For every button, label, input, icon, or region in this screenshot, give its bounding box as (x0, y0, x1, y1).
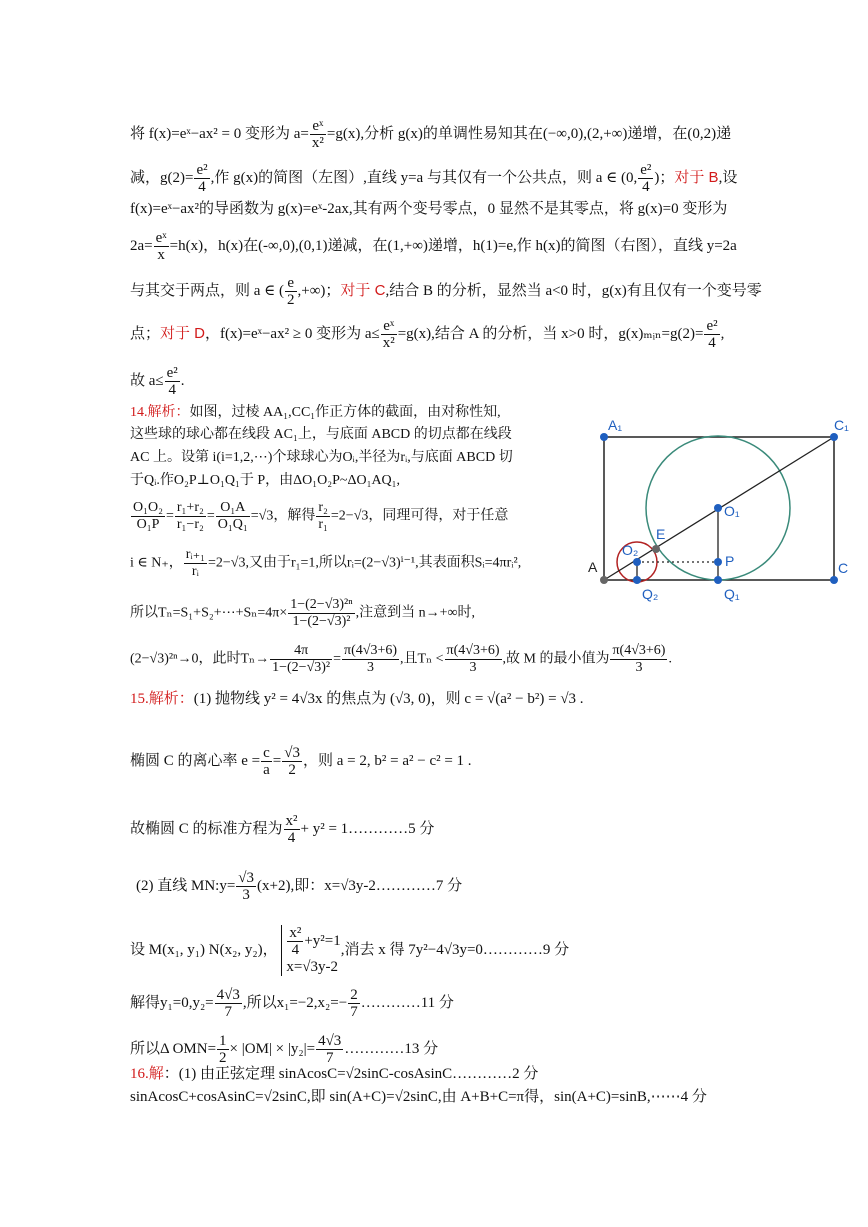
point-q2 (633, 576, 641, 584)
sec15-line-5 (130, 925, 569, 976)
sec15-line-4 (136, 870, 462, 903)
fraction (175, 500, 206, 533)
den: 4 (287, 830, 296, 846)
point-q1 (714, 576, 722, 584)
section-heading-14: 14.解析： (130, 405, 190, 420)
point-c (830, 576, 838, 584)
num: e² (166, 365, 178, 381)
sec13-line-6 (130, 318, 724, 351)
fraction (610, 643, 667, 676)
fraction (348, 987, 360, 1020)
text: 所以Tₙ=S₁+S₂+⋯+Sₙ=4π× (130, 605, 288, 621)
num: r₂ (318, 500, 328, 515)
text: . (180, 372, 185, 389)
num: π(4√3+6) (344, 643, 398, 658)
text: 减，g(2)= (130, 169, 194, 186)
fraction (381, 318, 397, 351)
text: ,所以x₁=−2,x₂=− (242, 994, 348, 1011)
text: 所以Δ OMN= (130, 1040, 217, 1057)
highlight-b: 对于 B (674, 168, 719, 186)
label-a: A (588, 559, 598, 575)
label-q1: Q₁ (724, 586, 740, 602)
text: (x+2),即：x=√3y-2…………7 分 (257, 877, 463, 894)
text: 解得y₁=0,y₂= (130, 994, 214, 1011)
sec15-line-3 (130, 813, 434, 846)
text: ，f(x)=eˣ−ax² ≥ 0 变形为 a≤ (205, 325, 380, 342)
text: i ∈ N₊， (130, 555, 183, 571)
point-o2 (633, 558, 641, 566)
fraction (217, 1033, 229, 1066)
sec13-line-1 (130, 118, 731, 151)
sec13-line-7 (130, 365, 185, 398)
den: rᵢ (191, 564, 199, 579)
num: eˣ (155, 230, 167, 246)
num: r₁+r₂ (176, 500, 204, 515)
den: r₁ (318, 517, 328, 532)
sec14-line-2: 这些球的球心都在线段 AC₁上，与底面 ABCD 的切点都在线段 (130, 427, 512, 442)
point-a1 (600, 433, 608, 441)
den: 7 (224, 1004, 232, 1020)
fraction (215, 987, 242, 1020)
num: √3 (284, 745, 300, 761)
text: (2−√3)²ⁿ→0，此时Tₙ→ (130, 651, 270, 667)
fraction (704, 318, 719, 351)
num: π(4√3+6) (446, 643, 500, 658)
text: =2−√3，同理可得，对于任意 (330, 508, 509, 524)
sec14-line-5: $\frac{\text{O₁O₂}}{\text{O₁P}}$ = $\frac{\text{r₁+r₂}}{\text{r₁−r₂}}$ = $\frac{\text{O₁A}}{\text{O₁Q₁}}$ =√3，解得 $\frac{\text{r₂}}{\text{r₁}}$ =2−√3，同理可得，对于任意 (133, 500, 509, 532)
num: rᵢ₊₁ (185, 547, 205, 562)
text: , (720, 325, 725, 342)
label-c: C (838, 560, 849, 576)
sec14-line-6 (130, 547, 521, 580)
num: π(4√3+6) (612, 643, 666, 658)
den: 3 (469, 660, 477, 675)
text: ,故 M 的最小值为 (502, 651, 610, 667)
den: x² (382, 335, 395, 351)
sec13-line-2 (130, 162, 737, 195)
sec14-line-4: 于Qᵢ.作O₂P⊥O₁Q₁于 P，由ΔO₁O₂P~ΔO₁AQ₁, (130, 473, 401, 488)
fraction (316, 1033, 343, 1066)
den: x (157, 247, 165, 263)
den: 4 (168, 382, 176, 398)
fraction (284, 813, 300, 846)
den: 4 (708, 335, 716, 351)
section-heading-15: 15.解析： (130, 691, 194, 707)
text: =2−√3,又由于r₁=1,所以rᵢ=(2−√3)ⁱ⁻¹,其表面积Sᵢ=4πrᵢ², (208, 555, 522, 571)
text: 故椭圆 C 的标准方程为 (130, 820, 283, 837)
den: 3 (367, 660, 375, 675)
num: e² (640, 162, 652, 178)
text: 如图，过棱 AA₁,CC₁作正方体的截面，由对称性知, (189, 405, 501, 420)
label-c1: C₁ (834, 417, 849, 433)
label-o1: O₁ (724, 503, 740, 519)
den: 4 (198, 179, 206, 195)
text: =g(x),结合 A 的分析，当 x>0 时，g(x)ₘᵢₙ=g(2)= (397, 325, 704, 342)
label-q2: Q₂ (642, 586, 659, 602)
fraction (638, 162, 653, 195)
den: r₁−r₂ (176, 517, 204, 532)
den: 2 (287, 292, 295, 308)
den: 7 (325, 1050, 334, 1066)
fraction (282, 745, 302, 778)
text: ,结合 B 的分析，显然当 a<0 时，g(x)有且仅有一个变号零 (385, 282, 762, 299)
highlight-d: 对于 D (160, 324, 206, 342)
text: =h(x)，h(x)在(-∞,0),(0,1)递减，在(1,+∞)递增，h(1)=e,作 h(x)的简图（右图），直线 y=2a (169, 237, 737, 254)
equation-2: x=√3y-2 (286, 959, 339, 975)
text: ,注意到当 n→+∞时, (355, 605, 476, 621)
fraction (316, 500, 330, 533)
text: ,设 (718, 169, 738, 186)
label-p: P (725, 553, 735, 569)
num: eˣ (310, 118, 326, 135)
den: 2 (219, 1050, 227, 1066)
sec15-line-6 (130, 987, 454, 1020)
num: x² (285, 813, 298, 829)
text: (1) 抛物线 y² = 4√3x 的焦点为 (√3, 0)，则 c = √(a² − b²) = √3 . (193, 691, 584, 707)
den: x² (311, 135, 324, 151)
text: ,作 g(x)的简图（左图）,直线 y=a 与其仅有一个公共点，则 a ∈ (0, (210, 169, 638, 186)
sec13-line-3: f(x)=eˣ−ax²的导函数为 g(x)=eˣ-2ax,其有两个变号零点，0 显然不是其零点，将 g(x)=0 变形为 (130, 201, 728, 217)
sec13-line-4 (130, 230, 737, 263)
text: ,+∞)； (297, 282, 341, 299)
label-o2: O₂ (622, 542, 639, 558)
label-a1: A₁ (608, 417, 623, 433)
equation-1 (286, 925, 340, 958)
den: 1−(2−√3)² (272, 660, 331, 675)
fraction (184, 547, 207, 580)
text: + y² = 1…………5 分 (300, 820, 435, 837)
text: …………11 分 (360, 994, 454, 1011)
text: ,消去 x 得 7y²−4√3y=0…………9 分 (340, 941, 570, 958)
text: ，则 a = 2, b² = a² − c² = 1 . (303, 752, 472, 769)
fraction (285, 275, 297, 308)
num: e (285, 275, 297, 292)
point-a (600, 576, 608, 584)
fraction (154, 230, 169, 263)
num: e² (196, 162, 208, 178)
num: √3 (238, 870, 255, 886)
sec14-line-3: AC 上。设第 i(i=1,2,⋯)个球球心为Oᵢ,半径为rᵢ,与底面 ABCD 切 (130, 450, 513, 465)
point-e (652, 545, 660, 553)
text: )； (654, 169, 675, 186)
fraction (342, 643, 399, 676)
point-o1 (714, 504, 722, 512)
text: ,且Tₙ < (400, 651, 444, 667)
section-heading-16: 16.解 (130, 1066, 164, 1082)
fraction (310, 118, 326, 151)
text: ：(1) 由正弦定理 sinAcosC=√2sinC-cosAsinC…………2 分 (163, 1066, 539, 1082)
fraction (216, 500, 250, 533)
geometry-figure (588, 410, 858, 610)
sec14-line-7 (130, 597, 475, 630)
sec16-line-1 (130, 1064, 538, 1084)
text: +y²=1 (304, 932, 341, 949)
sec15-line-2 (130, 745, 472, 778)
sec14-line-1 (130, 403, 501, 423)
text: =g(x),分析 g(x)的单调性易知其在(−∞,0),(2,+∞)递增，在(0,2)递 (326, 125, 732, 142)
equation-system (281, 925, 340, 976)
fraction (270, 643, 332, 676)
text: 设 M(x₁, y₁) N(x₂, y₂)， (130, 941, 278, 958)
num: 4π (270, 643, 332, 660)
num: e² (706, 318, 718, 334)
text: 点； (130, 325, 161, 342)
fraction (261, 745, 272, 778)
text: 椭圆 C 的离心率 e = (130, 752, 261, 769)
fraction (236, 870, 256, 903)
text: 将 f(x)=eˣ−ax² = 0 变形为 a= (130, 125, 309, 142)
point-p (714, 558, 722, 566)
text: 与其交于两点，则 a ∈ ( (130, 282, 285, 299)
fraction (445, 643, 502, 676)
num: 1 (219, 1033, 227, 1049)
text: . (668, 651, 672, 667)
fraction (131, 500, 165, 533)
text: =√3，解得 (250, 508, 316, 524)
sec15-line-7 (130, 1033, 438, 1066)
label-e: E (656, 526, 666, 542)
text: 故 a≤ (130, 372, 164, 389)
point-c1 (830, 433, 838, 441)
fraction (165, 365, 180, 398)
den: 2 (288, 762, 296, 778)
text: …………13 分 (344, 1040, 439, 1057)
den: a (263, 762, 270, 778)
num: eˣ (381, 318, 397, 335)
num: O₁A (216, 500, 250, 517)
text: (2) 直线 MN:y= (136, 877, 236, 894)
text: × |OM| × |y₂|= (229, 1040, 316, 1057)
sec14-line-8: (2−√3)²ⁿ→0，此时Tₙ→ $\frac{4\pi}{\text{1−(2−√3)²}}$ = $\frac{\pi(4√3+6)}{3}$ ,且Tₙ < $\frac{\pi(4√3+6)}{3}$ ,故 M 的最小值为 $\frac{\pi(4√3+6)}{3}$ . (130, 643, 672, 675)
num: c (263, 745, 270, 761)
den: O₁P (136, 517, 160, 532)
den: O₁Q₁ (217, 517, 248, 532)
num: 4√3 (318, 1033, 342, 1049)
sec16-line-2: sinAcosC+cosAsinC=√2sinC,即 sin(A+C)=√2sinC,由 A+B+C=π得，sin(A+C)=sinB,⋯⋯4 分 (130, 1089, 707, 1105)
den: 4 (642, 179, 650, 195)
fraction (287, 925, 303, 958)
highlight-c: 对于 C (340, 281, 386, 299)
fraction (194, 162, 209, 195)
den: 3 (242, 887, 250, 903)
sec13-line-5 (130, 275, 762, 308)
text: 2a= (130, 237, 153, 254)
num: O₁O₂ (133, 500, 163, 515)
den: 1−(2−√3)² (292, 614, 351, 629)
num: 1−(2−√3)²ⁿ (290, 597, 353, 612)
num: x² (289, 925, 302, 941)
text: = (272, 752, 282, 769)
num: 4√3 (216, 987, 240, 1003)
den: 7 (350, 1004, 358, 1020)
num: 2 (350, 987, 358, 1003)
fraction (288, 597, 354, 630)
sec15-line-1 (130, 689, 584, 709)
den: 4 (291, 942, 300, 958)
den: 3 (635, 660, 643, 675)
